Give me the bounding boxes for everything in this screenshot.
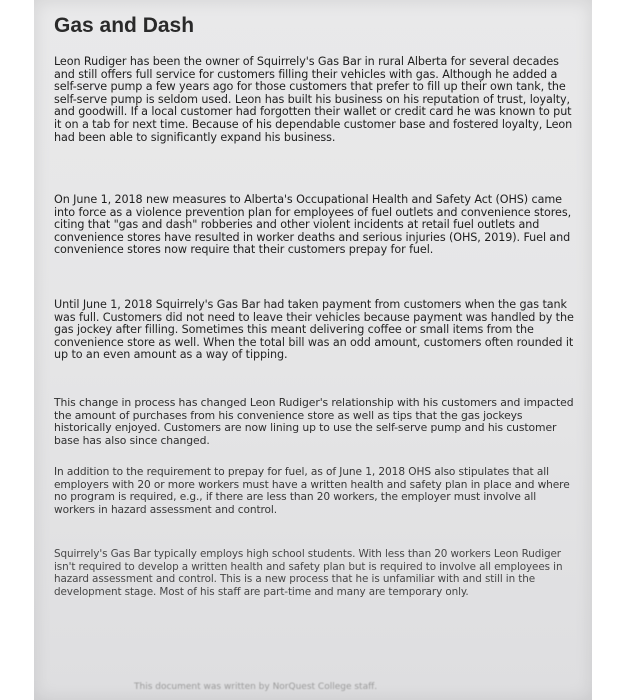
- document-photo: [34, 0, 592, 700]
- paragraph-safety-plan: In addition to the requirement to prepay for fuel, as of June 1, 2018 OHS also stipulates that all employers with 20 or more workers must have a written health and safety plan in place and where no program is required, e.g., if there are less than 20 workers, the employer must involve all workers in hazard assessment and control.: [54, 466, 570, 516]
- paragraph-staffing: Squirrely's Gas Bar typically employs high school students. With less than 20 workers Leon Rudiger isn't required to develop a written health and safety plan but is required to involve all employees in hazard assessment and control. This is a new process that he is unfamiliar with and still in the development stage. Most of his staff are part-time and many are temporary only.: [54, 548, 563, 598]
- document-title: Gas and Dash: [54, 14, 195, 37]
- paragraph-process-change: This change in process has changed Leon Rudiger's relationship with his customers and impacted the amount of purchases from his convenience store as well as tips that the gas jockeys historically enjoyed. Customers are now lining up to use the self-serve pump and his customer base has also since changed.: [54, 396, 574, 447]
- paragraph-ohs-measures: On June 1, 2018 new measures to Alberta's Occupational Health and Safety Act (OHS) came into force as a violence prevention plan for employees of fuel outlets and convenience stores, citing that "gas and dash" robberies and other violent incidents at retail fuel outlets and convenience stores have resulted in worker deaths and serious injuries (OHS, 2019). Fuel and convenience stores now require that their customers prepay for fuel.: [54, 193, 572, 257]
- paragraph-intro: Leon Rudiger has been the owner of Squirrely's Gas Bar in rural Alberta for several decades and still offers full service for customers filling their vehicles with gas. Although he added a self-serve pump a few years ago for those customers that prefer to fill up their own tank, the self-serve pump is seldom used. Leon has built his business on his reputation of trust, loyalty, and goodwill. If a local customer had forgotten their wallet or credit card he was known to put it on a tab for next time. Because of his dependable customer base and fostered loyalty, Leon had been able to significantly expand his business.: [54, 55, 573, 144]
- paragraph-payment-history: Until June 1, 2018 Squirrely's Gas Bar had taken payment from customers when the gas tank was full. Customers did not need to leave their vehicles because payment was handled by the gas jockey after filling. Sometimes this meant delivering coffee or small items from the convenience store as well. When the total bill was an odd amount, customers often rounded it up to an even amount as a way of tipping.: [54, 298, 574, 362]
- footer-note: This document was written by NorQuest College staff.: [134, 682, 378, 692]
